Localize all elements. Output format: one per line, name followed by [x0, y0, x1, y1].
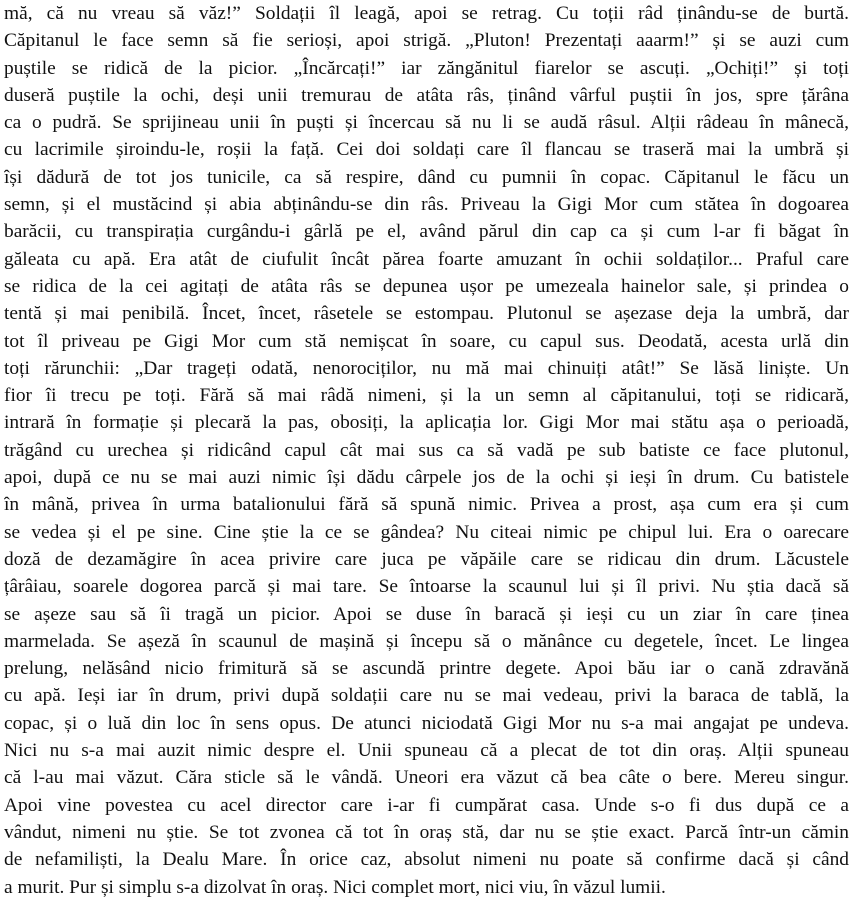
text-line: în mână, privea în urma batalionului fără să spună nimic. Privea a prost, așa cum era și cum [4, 494, 849, 516]
text-line: țârâiau, soarele dogorea parcă și mai tare. Se întoarse la scaunul lui și îl privi. Nu știa dacă să [4, 576, 849, 598]
text-line: Apoi vine povestea cu acel director care i-ar fi cumpărat casa. Unde s-o fi dus după ce a [4, 794, 849, 816]
text-line: găleata cu apă. Era atât de ciufulit încât părea foarte amuzant în ochii soldaților... Praful care [4, 248, 849, 270]
text-line: doză de dezamăgire în acea privire care juca pe văpăile care se ridicau din drum. Lăcustele [4, 548, 849, 570]
text-line: fior îi trecu pe toți. Fără să mai râdă nimeni, și la un semn al căpitanului, toți se ridicară, [4, 385, 849, 407]
text-line: cu apă. Ieși iar în drum, privi după soldații care nu se mai vedeau, privi la baraca de tablă, la [4, 685, 849, 707]
text-line: trăgând cu urechea și ridicând capul cât mai sus ca să vadă pe sub batiste ce face plutonul, [4, 439, 849, 461]
text-line: duseră puștile la ochi, deși unii tremurau de atâta râs, ținând vârful puștii în jos, spre țărâna [4, 84, 849, 106]
text-line: se ridica de la cei agitați de atâta râs se depunea ușor pe umezeala hainelor sale, și prindea o [4, 275, 849, 297]
text-line: apoi, după ce nu se mai auzi nimic își dădu cârpele jos de la ochi și ieși în drum. Cu batistele [4, 467, 849, 489]
text-line: semn, și el mustăcind și abia abținându-se din râs. Priveau la Gigi Mor cum stătea în dogoarea [4, 194, 849, 216]
text-line: Nici nu s-a mai auzit nimic despre el. Unii spuneau că a plecat de tot din oraș. Alții spuneau [4, 740, 849, 762]
text-line: Căpitanul le face semn să fie serioși, apoi strigă. „Pluton! Prezentați aaarm!” și se auzi cum [4, 30, 849, 52]
text-line: marmelada. Se așeză în scaunul de mașină și începu să o mănânce cu degetele, încet. Le lingea [4, 630, 849, 652]
text-line: se vedea și el pe sine. Cine știe la ce se gândea? Nu citeai nimic pe chipul lui. Era o oarecare [4, 521, 849, 543]
text-line: prelung, nelăsând nicio frimitură să se ascundă printre degete. Apoi bău iar o cană zdravănă [4, 658, 849, 680]
text-line: intrară în formație și plecară la pas, obosiți, la aplicația lor. Gigi Mor mai stătu așa o perioadă, [4, 412, 849, 434]
text-line: mă, că nu vreau să văz!” Soldații îl leagă, apoi se retrag. Cu toții râd ținându-se de burtă. [4, 3, 849, 24]
text-line: a murit. Pur și simplu s-a dizolvat în oraș. Nici complet mort, nici viu, în văzul lumii. [4, 876, 666, 898]
text-line: își dădură de tot jos tunicile, ca să respire, dând cu pumnii în copac. Căpitanul le făcu un [4, 166, 849, 188]
text-line: tentă și mai penibilă. Încet, încet, râsetele se estompau. Plutonul se așezase deja la umbră, dar [4, 303, 849, 325]
text-line: ca o pudră. Se sprijineau unii în puști și încercau să nu li se audă râsul. Alții râdeau în mânecă, [4, 112, 849, 134]
text-line: tot îl priveau pe Gigi Mor cum stă nemișcat în soare, cu capul sus. Deodată, acesta urlă din [4, 330, 849, 352]
text-line: de nefamiliști, la Dealu Mare. În orice caz, absolut nimeni nu poate să confirme dacă și când [4, 849, 849, 871]
text-line: toți rărunchii: „Dar trageți odată, nenorociților, nu mă mai chinuiți atât!” Se lăsă liniște. Un [4, 357, 849, 379]
text-line: vândut, nimeni nu știe. Se tot zvonea că tot în oraș stă, dar nu se știe exact. Parcă într-un cămin [4, 821, 849, 843]
text-line: puștile se ridică de la picior. „Încărcați!” iar zăngănitul fiarelor se ascuți. „Ochiți!” și toți [4, 57, 849, 79]
text-line: barăcii, cu transpirația curgându-i gârlă pe el, având părul din cap ca și cum l-ar fi băgat în [4, 221, 849, 243]
text-line: copac, și o luă din loc în sens opus. De atunci niciodată Gigi Mor nu s-a mai angajat pe undeva. [4, 712, 849, 734]
document-page [4, 0, 849, 901]
text-line: se așeze sau să îi tragă un picior. Apoi se duse în baracă și ieși cu un ziar în care ținea [4, 603, 849, 625]
text-line: că l-au mai văzut. Căra sticle să le vândă. Uneori era văzut că bea câte o bere. Mereu singur. [4, 767, 849, 789]
text-line: cu lacrimile șiroindu-le, roșii la față. Cei doi soldați care îl flancau se traseră mai la umbră și [4, 139, 849, 161]
